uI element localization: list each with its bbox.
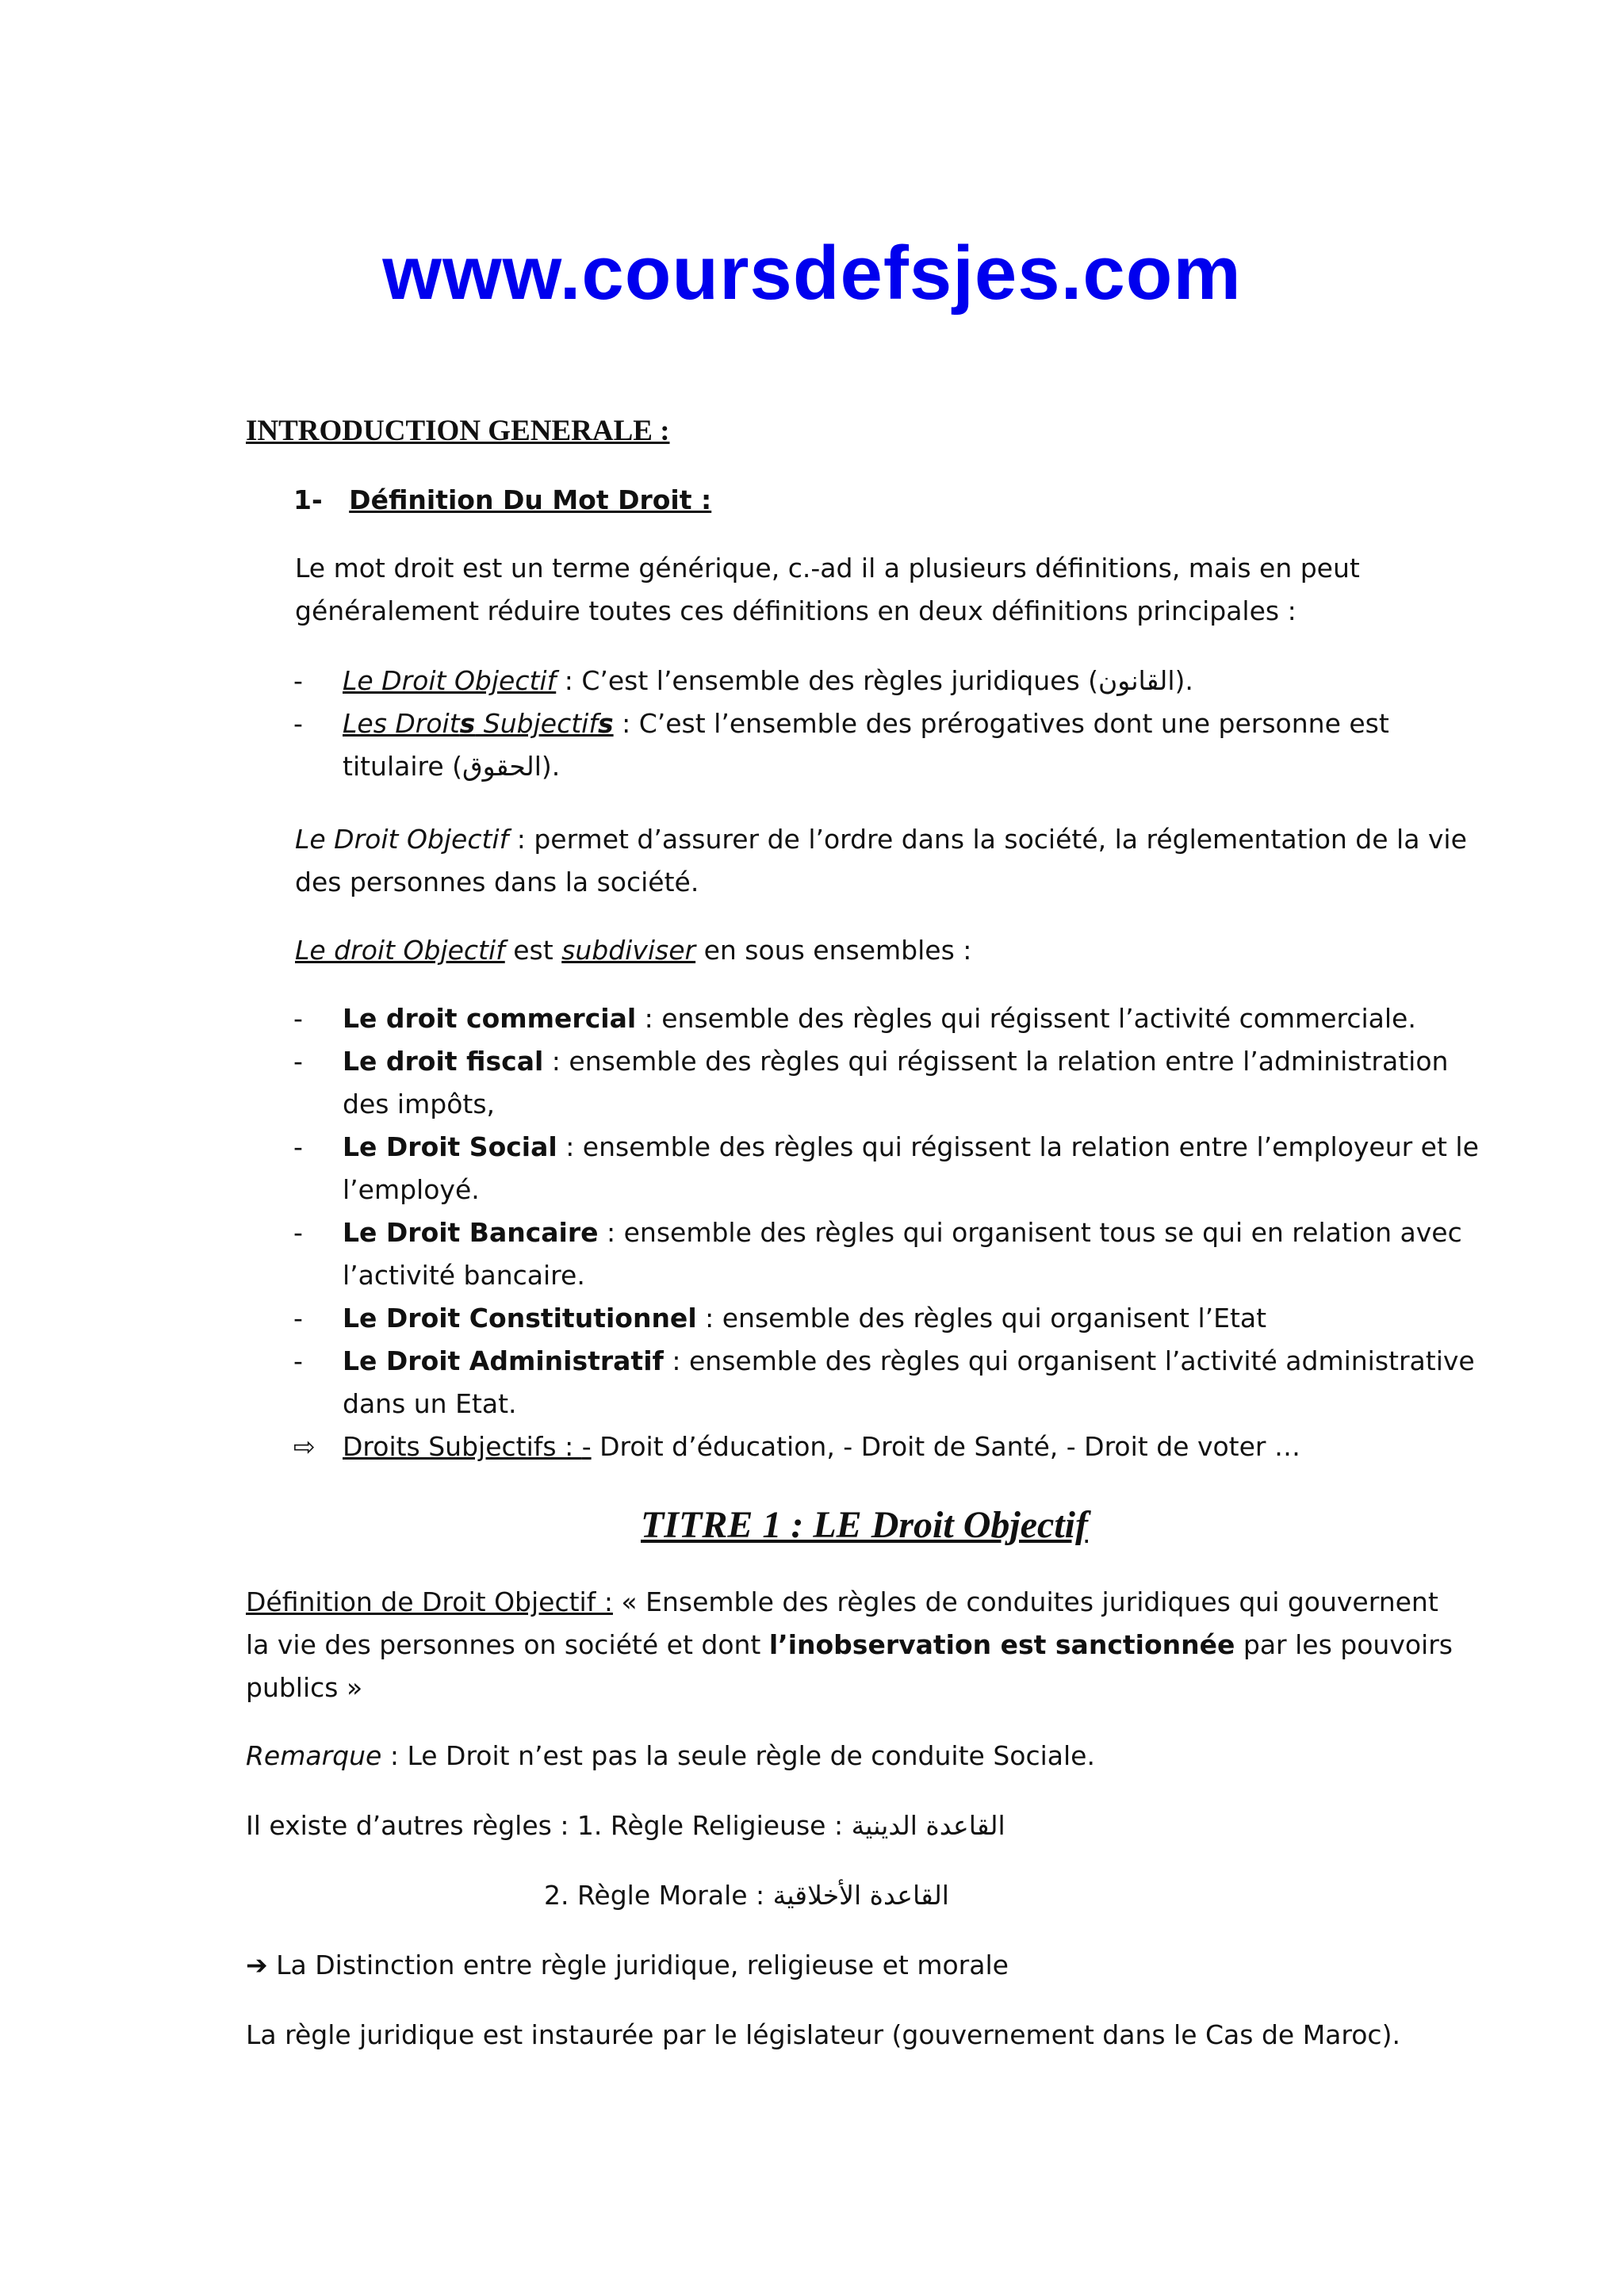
term-droit-objectif: Le Droit Objectif xyxy=(295,824,509,855)
closing: ). xyxy=(1174,665,1193,696)
titre-1-heading: TITRE 1 : LE Droit Objectif xyxy=(641,1504,1088,1546)
list-item: - Le droit fiscal : ensemble des règles qui régissent la relation entre l’administration xyxy=(293,1046,1449,1077)
arrow-icon: ⇨ xyxy=(293,1431,316,1462)
section-number: 1- xyxy=(293,484,323,515)
list-item-continuation: titulaire (الحقوق). xyxy=(343,751,561,782)
term-droits-subjectifs: Les Droits Subjectifs xyxy=(343,708,614,739)
distinction-line: ➔ La Distinction entre règle juridique, religieuse et morale xyxy=(246,1950,1009,1980)
branch-term: Le Droit Constitutionnel xyxy=(343,1303,697,1334)
list-item xyxy=(0,660,1624,702)
arabic-term: القانون xyxy=(1098,665,1175,696)
arrow-icon: ➔ xyxy=(246,1950,268,1980)
list-item: - Le Droit Social : ensemble des règles qui régissent la relation entre l’employeur et le xyxy=(293,1131,1479,1162)
paragraph-line: généralement réduire toutes ces définitions en deux définitions principales : xyxy=(295,595,1297,626)
subjectifs-line: ⇨ Droits Subjectifs : - Droit d’éducation, - Droit de Santé, - Droit de voter … xyxy=(0,1425,1624,1468)
term-subdiviser: subdiviser xyxy=(561,935,696,966)
branches-list xyxy=(0,997,1624,1468)
section-1-heading xyxy=(293,479,711,522)
definition-list xyxy=(0,660,1624,788)
branch-term: Le droit commercial xyxy=(343,1003,637,1034)
site-url: www.coursdefsjes.com xyxy=(382,231,1242,316)
term-droit-objectif: Le Droit Objectif xyxy=(343,665,557,696)
list-item xyxy=(0,702,1624,745)
list-item-continuation: l’employé. xyxy=(343,1174,480,1205)
branch-term: Le droit fiscal xyxy=(343,1046,544,1077)
bullet-dash: - xyxy=(293,665,303,696)
branch-term: Le Droit Administratif xyxy=(343,1345,664,1376)
other-rules-line: Il existe d’autres règles : 1. Règle Religieuse : القاعدة الدينية xyxy=(246,1810,1005,1841)
list-item: - Le Droit Constitutionnel : ensemble des règles qui organisent l’Etat xyxy=(293,1303,1267,1334)
intro-paragraph xyxy=(295,547,1360,633)
bullet-dash: - xyxy=(293,708,303,739)
paragraph-line: Le mot droit est un terme générique, c.-ad il a plusieurs définitions, mais en peut xyxy=(295,553,1360,584)
list-item-continuation: l’activité bancaire. xyxy=(343,1260,585,1291)
term-droit-objectif: Le droit Objectif xyxy=(295,935,505,966)
definition-text: : C’est l’ensemble des prérogatives dont une personne est xyxy=(613,708,1389,739)
arabic-term: الحقوق xyxy=(462,751,542,782)
remarque: Remarque : Le Droit n’est pas la seule règle de conduite Sociale. xyxy=(246,1740,1095,1771)
definition-paragraph: Définition de Droit Objectif : « Ensemble des règles de conduites juridiques qui gouvernent la vie des personnes on société et dont l’inobservation est sanctionnée par les pouvoirs publics » xyxy=(246,1586,1453,1703)
section-title: Définition Du Mot Droit : xyxy=(349,484,712,515)
subdivision-sentence: Le droit Objectif est subdiviser en sous ensembles : xyxy=(295,935,972,966)
arabic-term: القاعدة الدينية xyxy=(851,1810,1005,1841)
branch-term: Le Droit Bancaire xyxy=(343,1217,599,1248)
list-item: - Le Droit Bancaire : ensemble des règles qui organisent tous se qui en relation avec xyxy=(293,1217,1462,1248)
remarque-label: Remarque xyxy=(246,1740,382,1771)
list-item: - Le Droit Administratif : ensemble des règles qui organisent l’activité administrative xyxy=(293,1345,1475,1376)
branch-term: Le Droit Social xyxy=(343,1131,557,1162)
list-item-continuation: dans un Etat. xyxy=(343,1388,517,1419)
legislator-line: La règle juridique est instaurée par le législateur (gouvernement dans le Cas de Maroc). xyxy=(246,2019,1400,2050)
emphasis: l’inobservation est sanctionnée xyxy=(768,1629,1235,1660)
moral-rule-line: 2. Règle Morale : القاعدة الأخلاقية xyxy=(544,1880,949,1911)
definition-text: : C’est l’ensemble des règles juridiques ( xyxy=(556,665,1099,696)
objectif-paragraph: Le Droit Objectif : permet d’assurer de l’ordre dans la société, la réglementation de la vie des personnes dans la société. xyxy=(295,824,1467,897)
arabic-term: القاعدة الأخلاقية xyxy=(772,1880,949,1911)
term-droits-subjectifs: Droits Subjectifs : - xyxy=(343,1431,592,1462)
list-item: - Le droit commercial : ensemble des règles qui régissent l’activité commerciale. xyxy=(293,1003,1416,1034)
intro-title: INTRODUCTION GENERALE : xyxy=(246,415,670,447)
definition-term: Définition de Droit Objectif : xyxy=(246,1586,613,1617)
list-item-continuation: des impôts, xyxy=(343,1089,496,1119)
